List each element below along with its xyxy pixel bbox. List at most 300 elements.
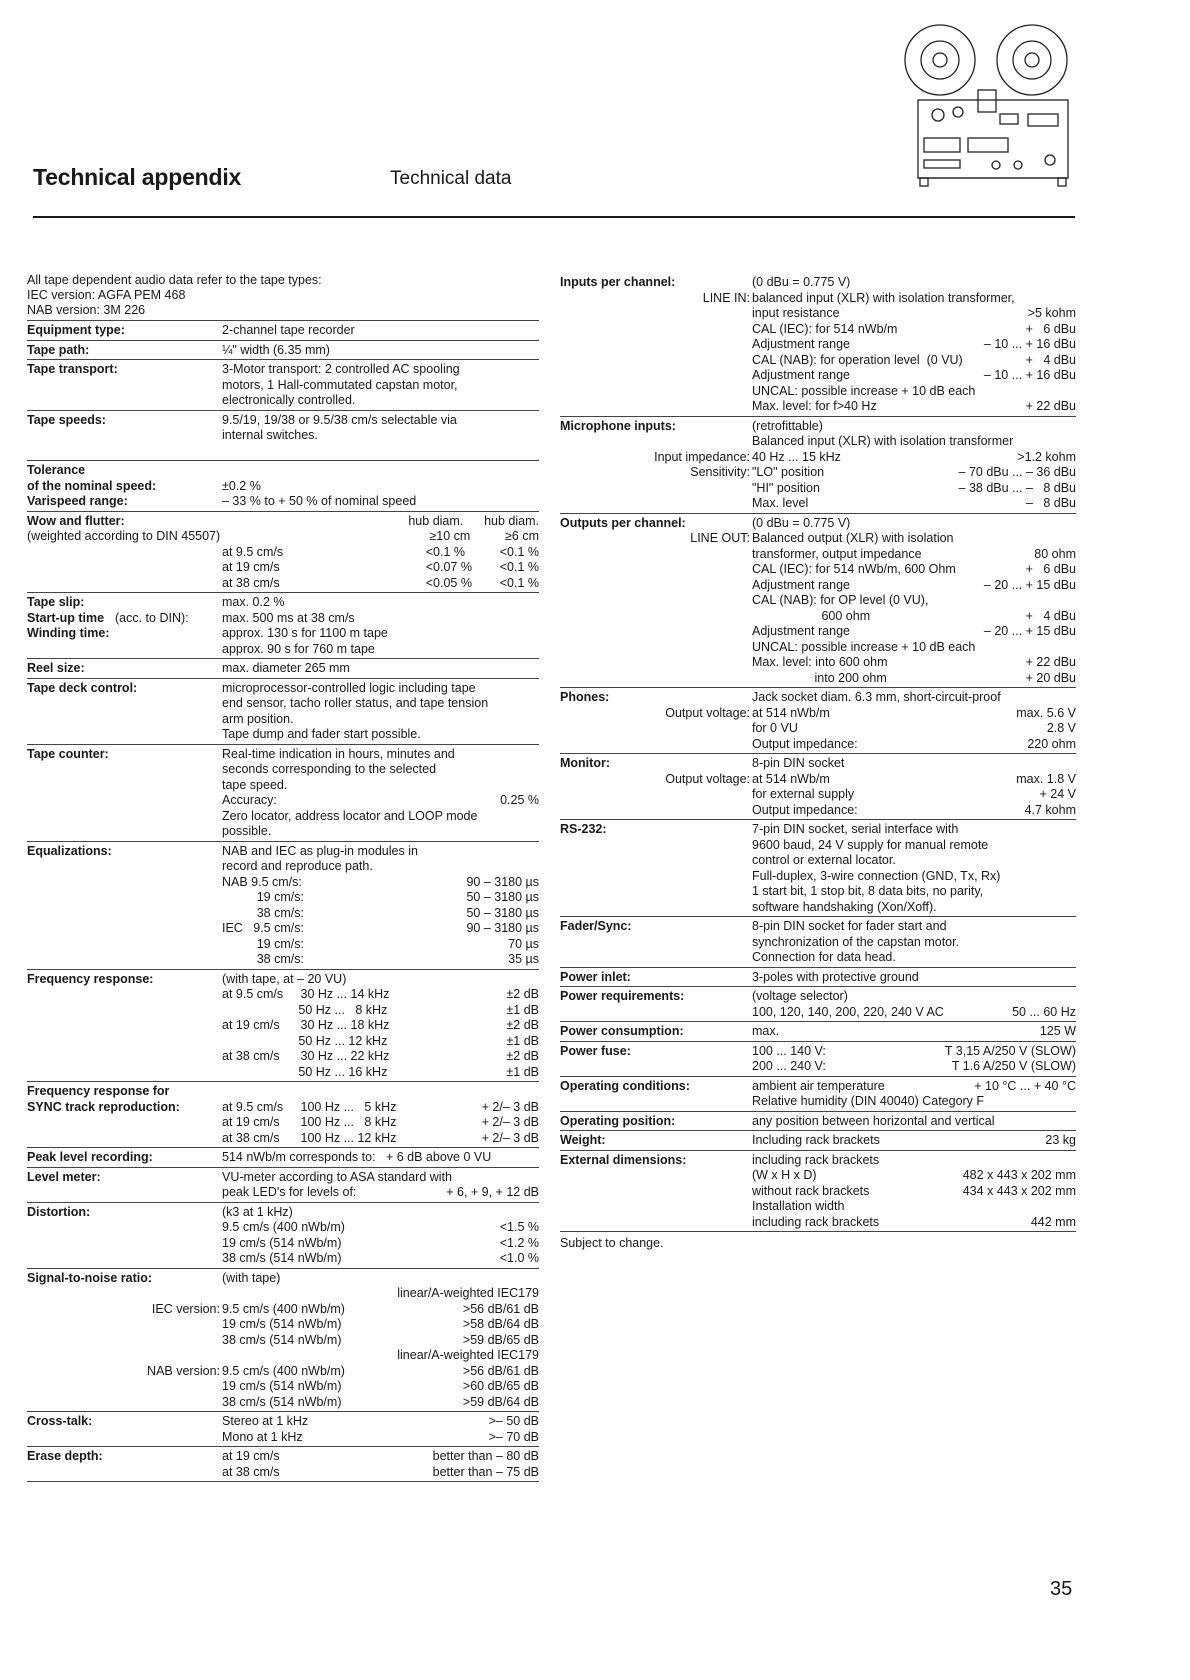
spec-value-figure: 35 µs (508, 952, 539, 966)
spec-value-text: – 33 % to + 50 % of nominal speed (222, 494, 417, 508)
spec-value-text: CAL (IEC): for 514 nWb/m (752, 321, 898, 336)
spec-value (752, 1133, 1076, 1149)
spec-value-text: Output impedance: (752, 736, 858, 751)
spec-value-line (222, 921, 539, 937)
spec-value-figure: max. 1.8 V (1016, 771, 1076, 786)
spec-value (222, 661, 539, 677)
spec-sublabel (27, 1333, 222, 1349)
spec-sublabel (560, 787, 752, 803)
intro-line: NAB version: 3M 226 (27, 303, 146, 317)
spec-value-figure: + 22 dBu (1025, 399, 1076, 413)
spec-value-line (752, 1168, 1076, 1184)
spec-value-text: 19 cm/s: (222, 890, 304, 904)
spec-value-text: 1 start bit, 1 stop bit, 8 data bits, no parity, (752, 884, 984, 898)
spec-label-text: Operating conditions: (560, 1078, 690, 1093)
spec-value (222, 972, 539, 1081)
spec-value-text: 3-poles with protective ground (752, 969, 919, 984)
spec-value-text: Balanced output (XLR) with isolation (752, 531, 954, 545)
spec-label-text: Microphone inputs: (560, 418, 676, 433)
spec-row-reel-size (27, 659, 539, 679)
spec-value-figure: + 6, + 9, + 12 dB (446, 1185, 539, 1199)
spec-label-text: Weight: (560, 1133, 606, 1147)
spec-label (27, 661, 222, 677)
spec-label (27, 1449, 222, 1480)
spec-value-figure: >– 70 dB (488, 1429, 539, 1444)
spec-value-line (752, 970, 1076, 986)
spec-value-figure: – 10 ... + 16 dBu (983, 337, 1076, 351)
spec-value-line (222, 747, 539, 763)
spec-label-text: Erase depth: (27, 1449, 103, 1463)
spec-value-text: 50 Hz ... 8 kHz (222, 1002, 388, 1017)
spec-value-figure: + 2/– 3 dB (481, 1115, 539, 1129)
spec-value (752, 275, 1076, 415)
spec-value-text: 8-pin DIN socket for fader start and (752, 919, 947, 933)
spec-value-text: at 19 cm/s 100 Hz ... 8 kHz (222, 1115, 397, 1129)
spec-row-tape-speeds (27, 411, 539, 462)
spec-value-figure: ±1 dB (506, 1064, 539, 1079)
spec-value-text: max. (752, 1024, 780, 1038)
spec-value-line (222, 762, 539, 778)
spec-value-text: 8-pin DIN socket (752, 756, 845, 770)
spec-value-text: UNCAL: possible increase + 10 dB each (752, 383, 976, 398)
spec-value-text: (voltage selector) (752, 989, 848, 1003)
spec-value-text: 38 cm/s (514 nWb/m) (222, 1332, 342, 1347)
spec-value-line (222, 712, 539, 728)
spec-label (560, 822, 752, 915)
spec-value-line (222, 1395, 539, 1411)
spec-value-text: 200 ... 240 V: (752, 1059, 826, 1073)
spec-value (222, 1170, 539, 1201)
spec-row-distortion (27, 1203, 539, 1269)
spec-value-text: ¼" width (6.35 mm) (222, 342, 330, 357)
spec-value-figure: ±2 dB (506, 1018, 539, 1032)
spec-value (222, 1449, 539, 1480)
spec-value-text: input resistance (752, 306, 840, 320)
spec-row-phones (560, 688, 1076, 754)
spec-value-line (222, 595, 539, 611)
spec-value-text: approx. 130 s for 1100 m tape (222, 626, 388, 640)
spec-sublabel (560, 434, 752, 450)
spec-value (222, 463, 539, 510)
spec-value-line (752, 869, 1076, 885)
spec-value-line (222, 1084, 539, 1100)
spec-value-line (222, 1364, 539, 1380)
spec-value-text: Tape dump and fader start possible. (222, 727, 421, 741)
spec-label-note: (acc. to DIN): (115, 610, 189, 625)
spec-value (222, 1271, 539, 1411)
spec-value-text: for external supply (752, 787, 855, 801)
spec-label-text: Monitor: (560, 756, 610, 770)
spec-sublabel (560, 737, 752, 753)
spec-value-line (752, 803, 1076, 819)
spec-value-line (222, 727, 539, 743)
spec-value-text: at 38 cm/s (222, 1464, 280, 1479)
spec-label (560, 516, 752, 687)
spec-value-text: Balanced input (XLR) with isolation transformer (752, 434, 1014, 448)
spec-value-line (222, 1018, 539, 1034)
spec-label-text: Distortion: (27, 1204, 91, 1219)
spec-row-tape-path (27, 341, 539, 361)
spec-sublabel: NAB version: (147, 1363, 220, 1378)
spec-sublabel (27, 1286, 222, 1302)
spec-value-text: ±0.2 % (222, 478, 261, 493)
spec-value (222, 514, 539, 592)
spec-value-line (222, 859, 539, 875)
spec-value-figure: >59 dB/65 dB (462, 1332, 539, 1347)
spec-value-text: Output impedance: (752, 802, 858, 817)
page-number: 35 (1050, 1578, 1073, 1600)
spec-label (27, 514, 222, 592)
spec-sublabel (560, 803, 752, 819)
spec-value-figure: + 20 dBu (1025, 670, 1076, 685)
spec-value-text: max. 500 ms at 38 cm/s (222, 610, 355, 625)
spec-value-figure: <1.2 % (499, 1235, 539, 1250)
spec-value-line (752, 655, 1076, 671)
spec-sublabel: LINE IN: (702, 290, 750, 305)
spec-value-line (222, 611, 539, 627)
spec-value-text: 19 cm/s (514 nWb/m) (222, 1235, 342, 1250)
spec-value-figure: max. 5.6 V (1016, 705, 1076, 720)
spec-value-line (222, 1333, 539, 1349)
spec-value-line (752, 1094, 1076, 1110)
spec-value-figure: – 20 ... + 15 dBu (983, 577, 1076, 592)
spec-value-line (222, 1379, 539, 1395)
spec-value-line (222, 1003, 539, 1019)
spec-value-line (752, 562, 1076, 578)
spec-value-line (222, 413, 539, 429)
spec-value-line (752, 1079, 1076, 1095)
spec-value-figure: hub diam. hub diam. (408, 513, 539, 528)
spec-value-figure: 23 kg (1045, 1133, 1076, 1147)
spec-value-figure: – 38 dBu ... – 8 dBu (958, 480, 1076, 495)
spec-value-text: CAL (IEC): for 514 nWb/m, 600 Ohm (752, 562, 956, 576)
spec-label (27, 1150, 222, 1166)
spec-value-line (222, 696, 539, 712)
spec-label-text: Tape slip: Start-up time Winding time: (27, 595, 110, 640)
intro-line: IEC version: AGFA PEM 468 (27, 288, 186, 302)
spec-value-figure: linear/A-weighted IEC179 (397, 1286, 539, 1300)
spec-value-text: at 514 nWb/m (752, 705, 830, 720)
spec-value-text: max. 0.2 % (222, 595, 285, 609)
spec-value-figure: >1.2 kohm (1017, 449, 1076, 464)
spec-value-line (222, 1205, 539, 1221)
spec-value-text: "HI" position (752, 480, 820, 495)
spec-value-figure: >– 50 dB (488, 1414, 539, 1428)
spec-label-text: RS-232: (560, 822, 607, 836)
spec-value-text: Relative humidity (DIN 40040) Category F (752, 1094, 985, 1108)
spec-value-figure: <0.05 % <0.1 % (425, 575, 539, 590)
spec-value-line (752, 838, 1076, 854)
spec-value-line (752, 884, 1076, 900)
spec-value-figure: 50 – 3180 µs (466, 890, 539, 904)
spec-label-text: Power requirements: (560, 989, 685, 1003)
spec-value-text: 38 cm/s (514 nWb/m) (222, 1251, 342, 1265)
spec-label-text: Tolerance of the nominal speed: Varispeed range: (27, 463, 157, 508)
spec-value-figure: + 22 dBu (1025, 655, 1076, 669)
left-column (27, 273, 539, 1482)
intro-note (27, 273, 539, 321)
intro-line: All tape dependent audio data refer to the tape types: (27, 273, 322, 287)
spec-label-text: Frequency response for SYNC track reproduction: (27, 1084, 180, 1114)
spec-value-figure: ≥10 cm ≥6 cm (429, 529, 539, 543)
spec-value-line (752, 1024, 1076, 1040)
spec-value-figure: better than – 75 dB (432, 1464, 539, 1479)
spec-value-figure: 442 mm (1030, 1214, 1076, 1229)
spec-value (222, 1414, 539, 1445)
spec-value (222, 323, 539, 339)
spec-value-line (222, 1100, 539, 1116)
tape-recorder-illustration (900, 20, 1082, 192)
spec-value-line (752, 275, 1076, 291)
spec-label (27, 323, 222, 339)
spec-value-line (752, 1153, 1076, 1169)
spec-value-text: 600 ohm (752, 608, 871, 623)
spec-label-text: Power consumption: (560, 1024, 684, 1038)
spec-value-line (752, 306, 1076, 322)
spec-value-text: VU-meter according to ASA standard with (222, 1169, 452, 1184)
spec-value-line (752, 1215, 1076, 1231)
spec-label (27, 1084, 222, 1146)
spec-value-line (752, 450, 1076, 466)
spec-label (27, 595, 222, 657)
spec-label-text: Tape transport: (27, 362, 118, 376)
spec-value-line (752, 822, 1076, 838)
spec-row-tape-transport (27, 360, 539, 411)
spec-value-line (752, 624, 1076, 640)
spec-value-line (222, 393, 539, 409)
header-rule (33, 216, 1075, 218)
spec-value-line (222, 463, 539, 479)
spec-label (27, 747, 222, 840)
spec-value-figure: <0.07 % <0.1 % (425, 560, 539, 574)
spec-value-text: Adjustment range (752, 577, 850, 592)
spec-value-figure: ±2 dB (506, 987, 539, 1001)
spec-value-text: without rack brackets (752, 1183, 870, 1198)
spec-value-text: 9.5 cm/s (400 nWb/m) (222, 1301, 345, 1316)
spec-value-line (752, 291, 1076, 307)
spec-sublabel: LINE OUT: (690, 531, 750, 545)
spec-value-figure: ±1 dB (506, 1002, 539, 1017)
spec-value-figure: + 2/– 3 dB (481, 1099, 539, 1114)
spec-value (222, 362, 539, 409)
spec-value-figure: >5 kohm (1027, 306, 1076, 320)
spec-value-text: software handshaking (Xon/Xoff). (752, 899, 937, 914)
spec-row-external-dimensions (560, 1151, 1076, 1233)
spec-value-figure: + 4 dBu (1025, 608, 1076, 623)
spec-label-text: Power fuse: (560, 1043, 631, 1058)
spec-label (27, 1271, 222, 1411)
spec-value (222, 681, 539, 743)
spec-value-line (222, 545, 539, 561)
page-subtitle: Technical data (390, 168, 512, 189)
spec-label-note: (weighted according to DIN 45507) (27, 529, 221, 543)
spec-value-line (222, 323, 539, 339)
spec-value-line (752, 1044, 1076, 1060)
spec-value-figure: 50 – 3180 µs (466, 905, 539, 920)
spec-value-text: electronically controlled. (222, 393, 356, 407)
spec-value (222, 1150, 539, 1166)
spec-row-tape-counter (27, 745, 539, 842)
spec-value-text: Accuracy: (222, 793, 277, 807)
spec-value-text: microprocessor-controlled logic including tape (222, 680, 476, 695)
spec-value-line (222, 362, 539, 378)
spec-value-figure: 434 x 443 x 202 mm (962, 1183, 1076, 1198)
spec-value-line (222, 1251, 539, 1267)
spec-row-operating-conditions (560, 1077, 1076, 1112)
spec-value-figure: <1.5 % (499, 1220, 539, 1234)
spec-label-text: Peak level recording: (27, 1150, 153, 1164)
spec-value-line (222, 681, 539, 697)
spec-row-equalizations (27, 842, 539, 970)
spec-value-line (222, 514, 539, 530)
spec-value-line (222, 1286, 539, 1302)
spec-value-figure: + 4 dBu (1025, 352, 1076, 367)
spec-value-line (752, 989, 1076, 1005)
spec-label (27, 1205, 222, 1267)
spec-label-text: Outputs per channel: (560, 515, 686, 530)
spec-label (560, 1079, 752, 1110)
spec-row-tape-slip (27, 593, 539, 659)
spec-value (752, 756, 1076, 818)
spec-sublabel (560, 481, 752, 497)
spec-value-figure: – 8 dBu (1025, 496, 1076, 510)
spec-value-figure: + 10 °C ... + 40 °C (974, 1078, 1076, 1093)
spec-label-text: Tape deck control: (27, 680, 138, 695)
spec-sublabel: Sensitivity: (690, 465, 750, 479)
spec-value-line (752, 756, 1076, 772)
spec-value-text: (0 dBu = 0.775 V) (752, 515, 851, 530)
spec-label-text: Reel size: (27, 661, 85, 675)
spec-value (752, 919, 1076, 966)
spec-row-power-consumption (560, 1022, 1076, 1042)
spec-value-text: CAL (NAB): for OP level (0 VU), (752, 593, 929, 607)
spec-value-figure: + 6 dBu (1025, 321, 1076, 336)
spec-value-text: at 19 cm/s (222, 1449, 280, 1463)
spec-value-figure: 80 ohm (1034, 546, 1076, 561)
spec-row-monitor (560, 754, 1076, 820)
spec-value-line (222, 1317, 539, 1333)
spec-value-figure: – 20 ... + 15 dBu (983, 624, 1076, 638)
spec-value-line (752, 465, 1076, 481)
spec-value (752, 1079, 1076, 1110)
spec-value-text: approx. 90 s for 760 m tape (222, 641, 375, 656)
spec-value-figure: 70 µs (508, 936, 539, 951)
spec-label (27, 1170, 222, 1201)
spec-value-figure: <0.1 % <0.1 % (425, 544, 539, 559)
spec-value-text: motors, 1 Hall-commutated capstan motor, (222, 377, 458, 392)
spec-label (27, 1414, 222, 1445)
spec-value-line (752, 737, 1076, 753)
spec-value-line (222, 1131, 539, 1147)
spec-value-line (752, 399, 1076, 415)
spec-value-line (752, 1133, 1076, 1149)
spec-value-line (222, 906, 539, 922)
spec-sublabel: Output voltage: (665, 705, 750, 720)
spec-value-text: 19 cm/s (514 nWb/m) (222, 1317, 342, 1331)
spec-value-text: UNCAL: possible increase + 10 dB each (752, 639, 976, 654)
spec-value-line (752, 853, 1076, 869)
spec-value-text: 38 cm/s: (222, 905, 304, 920)
spec-value-text: max. diameter 265 mm (222, 661, 350, 675)
spec-value-text: Adjustment range (752, 368, 850, 382)
spec-label-text: External dimensions: (560, 1152, 687, 1167)
spec-label-text: Cross-talk: (27, 1414, 93, 1428)
spec-value (752, 970, 1076, 986)
spec-value-line (222, 890, 539, 906)
spec-value-line (752, 900, 1076, 916)
spec-value-text: (with tape, at – 20 VU) (222, 971, 347, 986)
spec-value-text: 7-pin DIN socket, serial interface with (752, 822, 959, 836)
spec-value-text: 50 Hz ... 16 kHz (222, 1064, 388, 1079)
spec-value-line (752, 706, 1076, 722)
spec-row-frequency-response (27, 970, 539, 1083)
spec-value-text: 514 nWb/m corresponds to: + 6 dB above 0 VU (222, 1150, 492, 1164)
spec-value-line (752, 609, 1076, 625)
spec-value-text: 9.5 cm/s (400 nWb/m) (222, 1363, 345, 1378)
spec-value-line (222, 1465, 539, 1481)
spec-value-line (222, 494, 539, 510)
spec-value-text: at 9.5 cm/s 100 Hz ... 5 kHz (222, 1099, 397, 1114)
spec-value-line (222, 937, 539, 953)
spec-value-line (752, 721, 1076, 737)
spec-value-text: Adjustment range (752, 624, 850, 638)
spec-value (752, 1044, 1076, 1075)
spec-value-text: possible. (222, 824, 272, 838)
spec-value-text: at 19 cm/s (222, 560, 280, 574)
spec-value-text: record and reproduce path. (222, 859, 373, 873)
spec-value-text: transformer, output impedance (752, 546, 922, 561)
spec-value-text: "LO" position (752, 465, 825, 479)
spec-value-line (222, 987, 539, 1003)
spec-row-level-meter (27, 1168, 539, 1203)
spec-label-text: Tape counter: (27, 746, 109, 761)
spec-value-text: including rack brackets (752, 1214, 880, 1229)
spec-value-line (222, 428, 539, 444)
spec-label (560, 1114, 752, 1130)
spec-value (222, 844, 539, 968)
spec-row-signal-to-noise-ratio (27, 1269, 539, 1413)
spec-value-line (222, 479, 539, 495)
spec-value-line (222, 1414, 539, 1430)
spec-value-line (222, 661, 539, 677)
spec-row-microphone-inputs (560, 417, 1076, 514)
spec-row-peak-level-recording (27, 1148, 539, 1168)
spec-value-text: Max. level: for f>40 Hz (752, 399, 877, 413)
spec-label-text: Level meter: (27, 1169, 101, 1184)
spec-value-text: at 9.5 cm/s 30 Hz ... 14 kHz (222, 987, 390, 1001)
spec-value-figure: ±2 dB (506, 1049, 539, 1063)
spec-value-text: Real-time indication in hours, minutes and (222, 746, 455, 761)
subject-to-change-note: Subject to change. (560, 1236, 664, 1250)
spec-value (752, 822, 1076, 915)
spec-value-figure: >58 dB/64 dB (462, 1317, 539, 1331)
spec-value-text: for 0 VU (752, 721, 798, 735)
spec-value-text: NAB and IEC as plug-in modules in (222, 843, 418, 858)
spec-value-figure: – 10 ... + 16 dBu (983, 368, 1076, 382)
spec-label (560, 419, 752, 512)
spec-value (222, 595, 539, 657)
spec-value (222, 343, 539, 359)
spec-value (752, 419, 1076, 512)
spec-label (27, 844, 222, 968)
spec-value-line (222, 1185, 539, 1201)
spec-label-text: Equalizations: (27, 843, 112, 858)
spec-value-line (222, 378, 539, 394)
spec-value-line (752, 531, 1076, 547)
spec-label (560, 919, 752, 966)
spec-value-line (222, 1034, 539, 1050)
spec-value (752, 690, 1076, 752)
